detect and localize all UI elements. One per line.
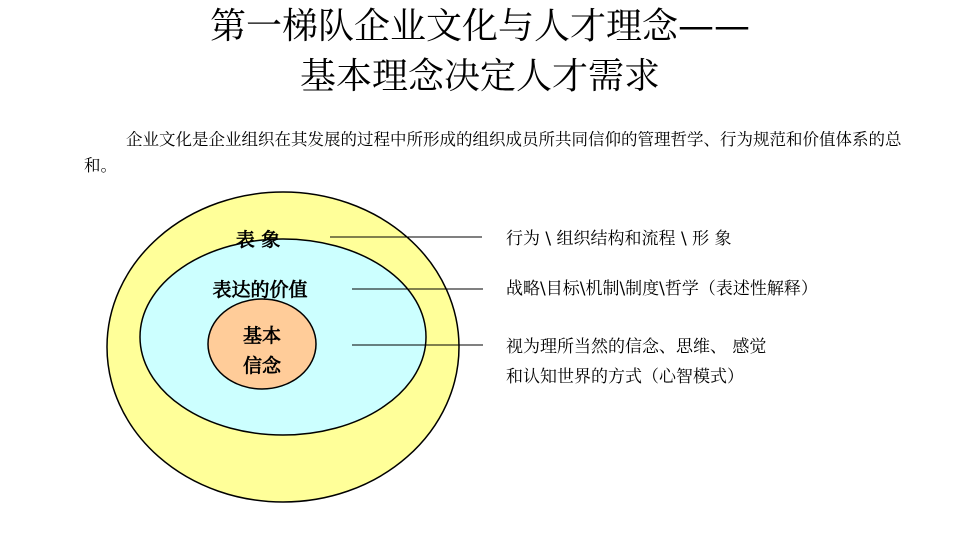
- title-line-2: 基本理念决定人才需求: [299, 56, 660, 97]
- outer-layer-label: 表 象: [235, 229, 281, 251]
- definition-paragraph: 企业文化是企业组织在其发展的过程中所形成的组织成员所共同信仰的管理哲学、行为规范和价值体系的总和。: [84, 130, 902, 175]
- inner-layer-description-1: 视为理所当然的信念、思维、 感觉: [506, 337, 767, 357]
- inner-layer-label-2: 信念: [242, 355, 282, 377]
- inner-layer-description-2: 和认知世界的方式（心智模式）: [506, 367, 744, 387]
- middle-layer-label: 表达的价值: [212, 279, 308, 301]
- inner-layer-label-1: 基本: [242, 325, 282, 347]
- middle-layer-description: 战略\目标\机制\制度\哲学（表述性解释）: [506, 279, 818, 299]
- title-line-1: 第一梯队企业文化与人才理念——: [209, 6, 750, 47]
- outer-layer-description: 行为 \ 组织结构和流程 \ 形 象: [506, 229, 732, 249]
